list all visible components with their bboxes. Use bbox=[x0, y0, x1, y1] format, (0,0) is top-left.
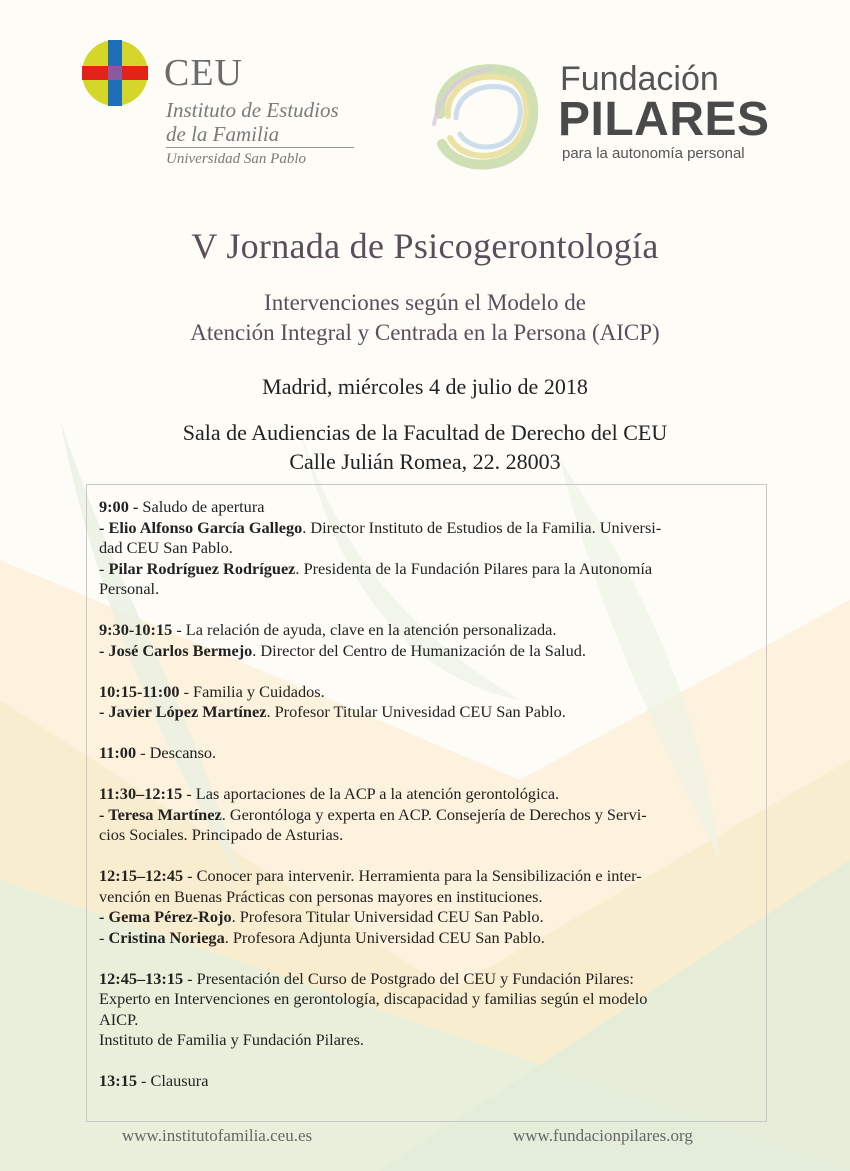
speaker-description: . Profesor Titular Univesidad CEU San Pablo. bbox=[266, 702, 566, 721]
ceu-university: Universidad San Pablo bbox=[166, 151, 306, 167]
speaker-dash: - bbox=[99, 558, 109, 578]
program-item bbox=[99, 866, 752, 948]
program-item-heading bbox=[99, 682, 752, 703]
program-topic: - Familia y Cuidados. bbox=[179, 681, 325, 701]
program-time: 10:15-11:00 bbox=[99, 681, 180, 701]
speaker-dash: - bbox=[99, 907, 109, 926]
program-topic: - Descanso. bbox=[136, 743, 217, 762]
event-venue bbox=[0, 418, 850, 476]
fundacion-tagline: para la autonomía personal bbox=[562, 145, 745, 162]
speaker-dash: - bbox=[99, 804, 109, 824]
program-detail-line: Experto en Intervenciones en gerontología, discapacidad y familias según el modelo bbox=[99, 989, 648, 1008]
ceu-cross-emblem-icon bbox=[82, 40, 148, 106]
speaker-line bbox=[99, 641, 752, 662]
speaker-name: Cristina Noriega bbox=[108, 927, 225, 947]
speaker-name: Gema Pérez-Rojo bbox=[108, 907, 232, 926]
event-date: Madrid, miércoles 4 de julio de 2018 bbox=[262, 374, 588, 399]
speaker-dash: - bbox=[99, 517, 109, 537]
speaker-description: . Profesora Adjunta Universidad CEU San Pablo. bbox=[224, 927, 545, 947]
program-item-heading bbox=[99, 620, 752, 641]
program-time: 12:15–12:45 bbox=[99, 866, 184, 885]
program-item bbox=[99, 743, 752, 764]
program-topic: Saludo de apertura bbox=[138, 497, 265, 516]
speaker-description: . Presidenta de la Fundación Pilares para la Autonomía bbox=[295, 558, 653, 578]
speaker-description: cios Sociales. Principado de Asturias. bbox=[99, 825, 344, 844]
program-item-heading bbox=[99, 784, 752, 805]
program-item bbox=[99, 784, 752, 846]
event-subtitle-line1: Intervenciones según el Modelo de bbox=[264, 290, 586, 315]
event-venue-line2: Calle Julián Romea, 22. 28003 bbox=[289, 449, 561, 474]
speaker-line-continued bbox=[99, 538, 752, 559]
speaker-name: Teresa Martínez bbox=[108, 804, 222, 824]
program-item-heading bbox=[99, 866, 752, 887]
event-venue-line1: Sala de Audiencias de la Facultad de Derecho del CEU bbox=[182, 420, 668, 445]
speaker-dash: - bbox=[99, 927, 109, 947]
program-item bbox=[99, 497, 752, 600]
speaker-line bbox=[99, 805, 752, 826]
speaker-name: José Carlos Bermejo bbox=[108, 640, 253, 660]
speaker-description: . Profesora Titular Universidad CEU San Pablo. bbox=[231, 907, 544, 926]
program-item bbox=[99, 1071, 752, 1092]
program-time: 9:00 - bbox=[99, 497, 139, 516]
program-item bbox=[99, 620, 752, 661]
speaker-line bbox=[99, 907, 752, 928]
program-time: 13:15 bbox=[99, 1071, 137, 1090]
event-title: V Jornada de Psicogerontología bbox=[191, 226, 659, 266]
fundacion-pilares-logo bbox=[420, 50, 780, 180]
footer-link-pilares[interactable]: www.fundacionpilares.org bbox=[513, 1126, 693, 1145]
program-time: 12:45–13:15 bbox=[99, 968, 184, 988]
speaker-description: . Gerontóloga y experta en ACP. Consejería de Derechos y Servi- bbox=[221, 804, 647, 824]
speaker-name: Javier López Martínez bbox=[108, 702, 267, 721]
program-time: 9:30-10:15 bbox=[99, 620, 173, 639]
program-item bbox=[99, 969, 752, 1051]
program-topic: - Presentación del Curso de Postgrado del CEU y Fundación Pilares: bbox=[183, 968, 634, 988]
program-detail-line: Instituto de Familia y Fundación Pilares. bbox=[99, 1030, 364, 1049]
program-item-heading bbox=[99, 743, 752, 764]
ceu-name: CEU bbox=[164, 52, 243, 94]
speaker-line bbox=[99, 928, 752, 949]
speaker-line bbox=[99, 702, 752, 723]
program-item-heading bbox=[99, 1071, 752, 1092]
speaker-dash: - bbox=[99, 640, 109, 660]
footer-link-instituto[interactable]: www.institutofamilia.ceu.es bbox=[122, 1126, 313, 1145]
program-item-heading bbox=[99, 497, 752, 518]
pilares-ring-icon bbox=[420, 54, 542, 174]
speaker-description: . Director Instituto de Estudios de la Familia. Universi- bbox=[302, 517, 662, 537]
ceu-institute-line1: Instituto de Estudios bbox=[166, 98, 339, 122]
speaker-line bbox=[99, 518, 752, 539]
program-topic-continued: vención en Buenas Prácticas con personas mayores en instituciones. bbox=[99, 886, 543, 906]
speaker-description: dad CEU San Pablo. bbox=[99, 538, 233, 557]
pilares-word: PILARES bbox=[558, 93, 770, 146]
speaker-line-continued bbox=[99, 825, 752, 846]
event-subtitle-line2: Atención Integral y Centrada en la Persona (AICP) bbox=[190, 320, 660, 345]
speaker-name: Pilar Rodríguez Rodríguez bbox=[108, 558, 296, 578]
program-box bbox=[86, 484, 767, 1122]
ceu-logo bbox=[82, 40, 372, 170]
program-topic: - Clausura bbox=[136, 1071, 209, 1090]
program-time: 11:30–12:15 bbox=[99, 784, 183, 803]
program-topic: - La relación de ayuda, clave en la atención personalizada. bbox=[172, 620, 557, 639]
speaker-dash: - bbox=[99, 702, 109, 721]
speaker-name: Elio Alfonso García Gallego bbox=[108, 517, 303, 537]
ceu-divider bbox=[166, 147, 354, 148]
program-topic: - Las aportaciones de la ACP a la atención gerontológica. bbox=[182, 784, 560, 803]
speaker-description: . Director del Centro de Humanización de la Salud. bbox=[252, 640, 586, 660]
program-item-heading bbox=[99, 969, 752, 990]
program-item bbox=[99, 682, 752, 723]
fundacion-word: Fundación bbox=[560, 60, 719, 98]
program-time: 11:00 bbox=[99, 743, 137, 762]
speaker-line-continued bbox=[99, 579, 752, 600]
speaker-line bbox=[99, 559, 752, 580]
program-topic: - Conocer para intervenir. Herramienta para la Sensibilización e inter- bbox=[183, 866, 642, 885]
event-subtitle bbox=[0, 288, 850, 348]
speaker-description: Personal. bbox=[99, 579, 160, 598]
program-detail-line: AICP. bbox=[99, 1009, 139, 1029]
ceu-institute-line2: de la Familia bbox=[166, 122, 280, 146]
